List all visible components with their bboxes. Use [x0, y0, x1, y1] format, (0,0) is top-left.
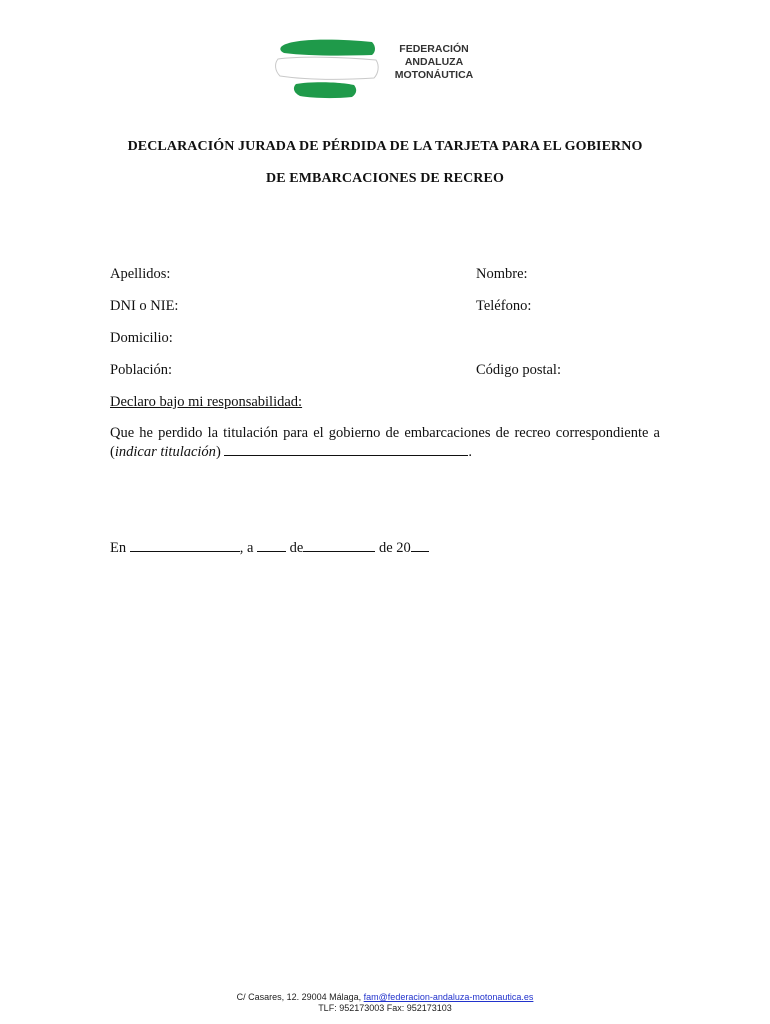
logo-line-2: ANDALUZA — [404, 56, 464, 68]
field-apellidos: Apellidos: — [110, 266, 171, 282]
date-a-label: , a — [239, 540, 258, 556]
date-year-label: de 20 — [375, 540, 411, 556]
place-date-line — [110, 540, 429, 557]
logo-text — [386, 43, 482, 82]
place-blank[interactable] — [130, 550, 240, 552]
day-blank[interactable] — [257, 550, 286, 552]
field-nombre: Nombre: — [476, 266, 528, 282]
declaration-paragraph — [110, 424, 660, 462]
federation-logo — [272, 36, 482, 106]
declaration-text-italic: indicar titulación — [114, 444, 216, 460]
year-blank[interactable] — [411, 550, 429, 552]
field-domicilio: Domicilio: — [110, 330, 173, 346]
document-title-line-1: DECLARACIÓN JURADA DE PÉRDIDA DE LA TARJETA PARA EL GOBIERNO — [127, 139, 643, 154]
declaration-text-end: . — [468, 444, 473, 460]
andalucia-flag-icon — [272, 36, 386, 106]
field-codigo-postal: Código postal: — [476, 362, 561, 378]
footer-phones: TLF: 952173003 Fax: 952173103 — [318, 1003, 452, 1013]
footer-email-link[interactable]: fam@federacion-andaluza-motonautica.es — [363, 992, 534, 1002]
date-de-label: de — [286, 540, 304, 556]
declaration-text-after: ) — [215, 444, 225, 460]
footer-address: C/ Casares, 12. 29004 Málaga, — [236, 992, 364, 1002]
date-en-label: En — [110, 540, 130, 556]
month-blank[interactable] — [303, 550, 375, 552]
footer-address-line — [0, 992, 770, 1002]
titulacion-blank[interactable] — [224, 454, 468, 456]
logo-line-3: MOTONÁUTICA — [394, 69, 474, 81]
logo-line-1: FEDERACIÓN — [399, 43, 469, 55]
field-telefono: Teléfono: — [476, 298, 532, 314]
declaration-heading: Declaro bajo mi responsabilidad: — [110, 394, 303, 410]
declaration-text-before: Que he perdido la titulación para el gobierno de embarcaciones de recreo correspondiente a ( — [110, 425, 660, 460]
field-dni: DNI o NIE: — [110, 298, 179, 314]
field-poblacion: Población: — [110, 362, 173, 378]
document-title-line-2: DE EMBARCACIONES DE RECREO — [266, 171, 504, 186]
